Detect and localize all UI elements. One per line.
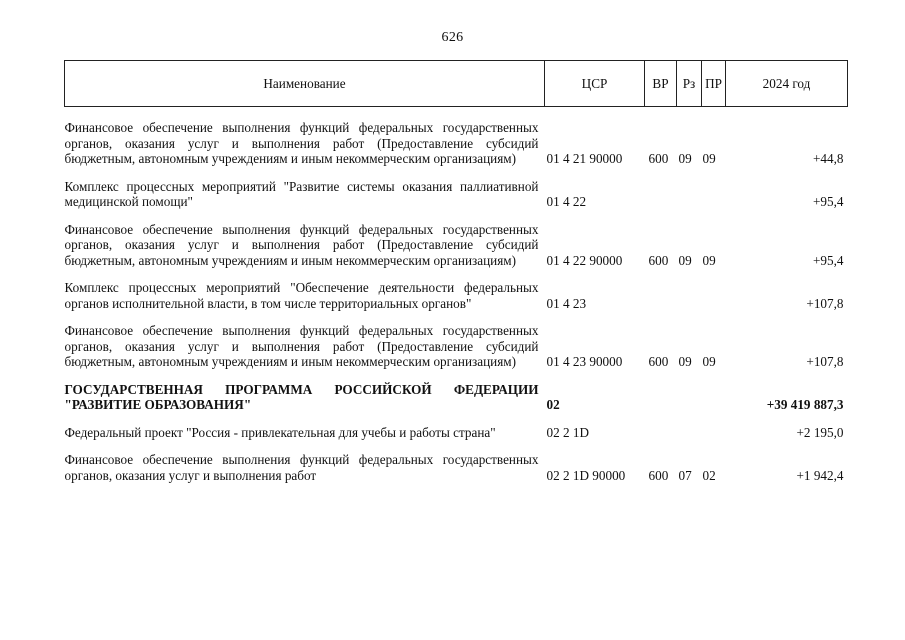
table-row — [65, 311, 848, 370]
table-row — [65, 210, 848, 269]
row-rz: 09 — [678, 354, 692, 369]
row-value: +107,8 — [806, 295, 844, 311]
header-vr: ВР — [645, 61, 677, 107]
row-rz: 07 — [678, 467, 692, 483]
row-vr — [645, 370, 677, 413]
table-row-program — [65, 370, 848, 413]
row-pr: 09 — [702, 354, 716, 369]
row-value: +2 195,0 — [796, 424, 844, 440]
row-pr — [702, 167, 726, 210]
row-vr: 600 — [648, 151, 669, 166]
header-pr: ПР — [702, 61, 726, 107]
row-name: Финансовое обеспечение выполнения функций федеральных государственных органов, оказания услуг и выполнения работ (Предоставление субсидий бюджетным, автономным учреждениям и иным некоммерческим организациям) — [64, 221, 539, 268]
row-vr: 600 — [648, 467, 669, 483]
row-rz — [677, 413, 702, 441]
row-vr: 600 — [648, 354, 669, 369]
row-rz: 09 — [678, 151, 692, 166]
row-rz: 09 — [678, 252, 692, 268]
row-value: +39 419 887,3 — [766, 397, 844, 412]
row-vr — [645, 413, 677, 441]
table-row — [65, 413, 848, 441]
row-value: +107,8 — [806, 354, 844, 369]
row-vr: 600 — [648, 252, 669, 268]
row-csr: 02 2 1D 90000 — [546, 467, 626, 483]
row-value: +1 942,4 — [796, 467, 844, 483]
page-number: 626 — [441, 30, 464, 45]
row-name: ГОСУДАРСТВЕННАЯ ПРОГРАММА РОССИЙСКОЙ ФЕДЕРАЦИИ "РАЗВИТИЕ ОБРАЗОВАНИЯ" — [64, 381, 539, 412]
row-vr — [645, 167, 677, 210]
row-pr — [702, 370, 726, 413]
row-csr: 01 4 22 — [546, 194, 587, 209]
row-rz — [677, 268, 702, 311]
row-csr: 01 4 23 — [546, 295, 587, 311]
row-name: Финансовое обеспечение выполнения функций федеральных государственных органов, оказания услуг и выполнения работ (Предоставление субсидий бюджетным, автономным учреждениям и иным некоммерческим организациям) — [64, 323, 539, 369]
row-pr: 02 — [702, 467, 716, 483]
table-row — [65, 268, 848, 311]
row-pr: 09 — [702, 252, 716, 268]
row-csr: 01 4 22 90000 — [546, 252, 623, 268]
row-value: +95,4 — [812, 252, 844, 268]
row-rz — [677, 370, 702, 413]
row-value: +95,4 — [812, 194, 844, 209]
table-row — [65, 440, 848, 483]
header-name: Наименование — [65, 61, 545, 107]
table-row — [65, 167, 848, 210]
header-csr: ЦСР — [545, 61, 645, 107]
table-row — [65, 107, 848, 167]
row-name: Финансовое обеспечение выполнения функций федеральных государственных органов, оказания услуг и выполнения работ — [64, 452, 539, 483]
header-rz: Рз — [677, 61, 702, 107]
header-year: 2024 год — [726, 61, 848, 107]
row-csr: 02 2 1D — [546, 424, 589, 440]
table-header — [65, 61, 848, 107]
row-pr — [702, 413, 726, 441]
table-body — [65, 107, 848, 484]
row-name: Комплекс процессных мероприятий "Развитие системы оказания паллиативной медицинской помощи" — [64, 178, 539, 209]
row-vr — [645, 268, 677, 311]
row-name: Федеральный проект "Россия - привлекательная для учебы и работы страна" — [64, 424, 496, 440]
row-value: +44,8 — [812, 151, 844, 166]
row-pr — [702, 268, 726, 311]
row-csr: 01 4 23 90000 — [546, 354, 623, 369]
row-rz — [677, 167, 702, 210]
row-csr: 01 4 21 90000 — [546, 151, 623, 166]
row-csr: 02 — [546, 397, 560, 412]
row-name: Комплекс процессных мероприятий "Обеспечение деятельности федеральных органов исполнительной власти, в том числе территориальных органов" — [64, 280, 539, 311]
budget-table — [64, 60, 848, 483]
row-pr: 09 — [702, 151, 716, 166]
row-name: Финансовое обеспечение выполнения функций федеральных государственных органов, оказания услуг и выполнения работ (Предоставление субсидий бюджетным, автономным учреждениям и иным некоммерческим организациям) — [64, 120, 539, 166]
